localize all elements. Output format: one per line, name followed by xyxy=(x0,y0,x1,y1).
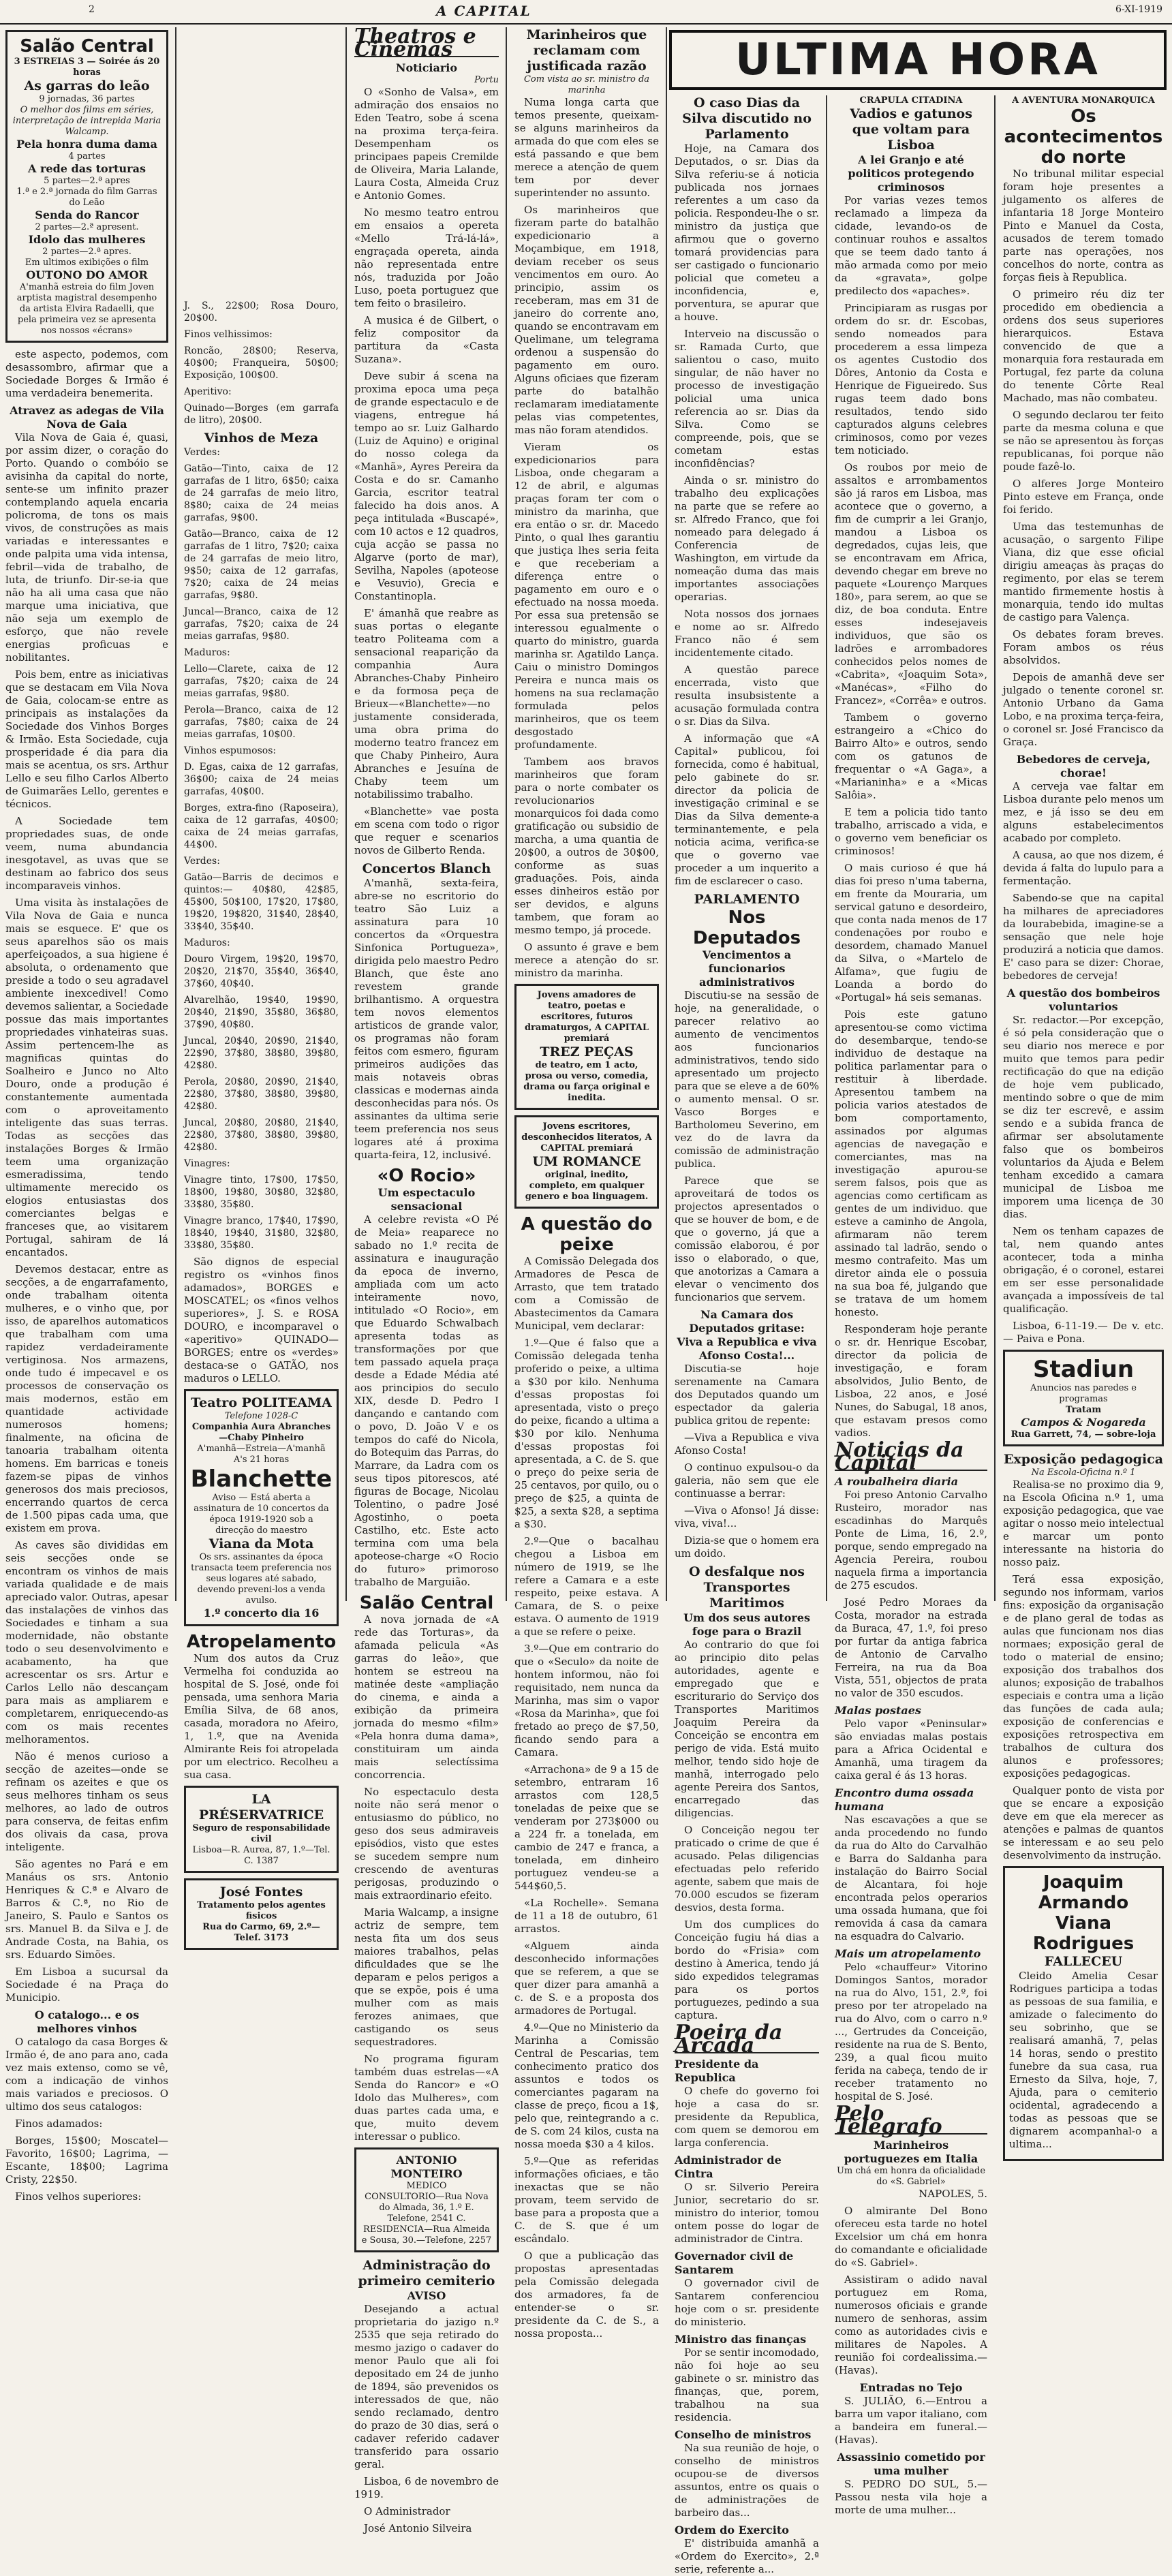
ad-text: Tratam xyxy=(1065,1405,1102,1415)
paragraph: Na sua reunião de hoje, o conselho de ministros ocupou-se de diversos assuntos, entre os quais o de administrações de barbeiro das... xyxy=(675,2442,819,2519)
ad-sub: Seguro de responsabilidade civil xyxy=(192,1823,330,1844)
paragraph: Finos velhos superiores: xyxy=(15,2190,142,2203)
price-list xyxy=(184,446,339,1252)
article-headline: Entradas no Tejo xyxy=(859,2381,963,2394)
article-subheadline: Um chá em honra da oficialidade do «S. Gabriel» xyxy=(836,2166,986,2187)
article-headline: Salão Central xyxy=(359,1593,494,1613)
ad-addr: CONSULTORIO—Rua Nova do Almada, 36, 1.º E. Telefone, 2541 C. RESIDENCIA—Rua Almeida e Sousa, 30.—Telefone, 2257 xyxy=(361,2192,492,2246)
paragraph: Sabendo-se que na capital ha milhares de apreciadores da lourabebida, imagine-se a sensação que nele hoje produzirá a noticia que damos. E' caso para se dizer: Chorae, bebedores de cerveja! xyxy=(1003,892,1164,982)
paragraph: Os marinheiros que fizeram parte do batalhão expedicionario a Moçambique, em 1918, deviam receber os seus vencimentos em ouro. Ao principio, assim os receberam, mas em 31 de janeiro do corrente ano, quando se encontravam em Quelimane, um telegrama ordenou a suspensão do pagamento em ouro. Alguns oficiaes que fizeram parte do batalhão reclamaram imediatamente pelas vias competentes, mas não foram atendidos. xyxy=(514,204,659,436)
ad-film-sub: 9 jornadas, 36 partes xyxy=(39,94,135,104)
article-subheadline: Na Escola-Oficina n.º 1 xyxy=(1031,1468,1136,1478)
politeama-ad xyxy=(184,1389,339,1626)
section-banner: Pelo Telegrafo xyxy=(835,2107,987,2135)
paragraph: Lisboa, 6-11-19.— De v. etc.— Paiva e Pona. xyxy=(1003,1320,1164,1345)
article-headline: Vadios e gatunos que voltam para Lisboa xyxy=(850,106,972,153)
paragraph: «Blanchette» vae posta em scena com todo o rigor que requer e scenarios novos de Gilberto Renda. xyxy=(354,805,499,856)
column-rule xyxy=(175,27,176,1601)
paragraph: 2.º—Que o bacalhau chegou a Lisboa em número de 1919, se lhe refere a Camara e a este respeito, peixe estava. A Camara, de S. o peixe estava. O aumento de 1919 a que se refere o peixe. xyxy=(514,1535,659,1638)
paragraph: Borges, 15$00; Moscatel—Favorito, 16$00; Lagrima, — Escante, 18$00; Lagrima Cristy, 22$50. xyxy=(5,2135,168,2186)
price-line: Perola, 20$80, 20$90, 21$40, 22$80, 37$80, 38$80, 39$80, 42$80. xyxy=(184,1076,339,1112)
paragraph: —Viva a Republica e viva Afonso Costa! xyxy=(675,1431,819,1457)
ad-line: 3 ESTREIAS 3 — Soirée ás 20 horas xyxy=(14,57,160,78)
column-7 xyxy=(998,95,1169,2150)
column-rule xyxy=(994,95,996,1601)
paragraph: E' ámanhã que reabre as suas portas o elegante teatro Politeama com a sensacional reaparição da companhia Aura Abranches-Chaby Pinheiro e da formosa peça de Brieux—«Blanchette»—no justamente considerada, uma obra prima do moderno teatro francez em que Chaby Pinheiro, Aura Abranches e Jesuína de Chaby teem um notabilissimo trabalho. xyxy=(354,607,499,801)
article-headline: O desfalque nos Transportes Maritimos xyxy=(689,1564,805,1611)
ad-names: Campos & Nogareda xyxy=(1021,1416,1146,1429)
ad-film: Idolo das mulheres xyxy=(28,233,146,246)
article-headline: Atravez as adegas de Vila Nova de Gaia xyxy=(10,404,164,431)
article-headline: A questão dos bombeiros voluntarios xyxy=(1006,987,1160,1013)
paragraph: Desejando a actual proprietaria do jazigo n.º 2535 que seja retirado do mesmo jazigo o cadaver do menor Paulo que ali foi depositado em 24 de junho de 1894, são prevenidos os interessados de que, não sendo reclamado, dentro do prazo de 30 dias, será o cadaver referido cadaver transferido para ossario geral. xyxy=(354,2303,499,2470)
paragraph: Pois este gatuno apresentou-se como victima do desembarque, tendo-se individuo de destaque na politica parlamentar para o restituir à liberdade. Apresentou tambem na policia varios atestados de bom comportamento, assinados por algumas agencias de navegação e comerciantes, mas na investigação apurou-se serem falsos, pois que as agencias como certificam as gentes de um individuo. que esteve a caminho de Angola, afirmaram não terem assinado tal ladrão, sendo o mesmo contrafeito. Mas um diretor ainda ele o possuia na sua boa fé, julgando que se tratava de um homem honesto. xyxy=(835,1008,987,1318)
paragraph: S. PEDRO DO SUL, 5.—Passou nesta vila hoje a morte de uma mulher... xyxy=(835,2478,987,2516)
section-heading: Mais um atropelamento xyxy=(835,1947,981,1960)
article-subheadline: AVISO xyxy=(407,2289,446,2302)
paragraph: A cerveja vae faltar em Lisboa durante pelo menos um mez, e já isso se deu em alguns estabelecimentos acabado por completo. xyxy=(1003,780,1164,844)
ad-phone: Telefone 1028-C xyxy=(224,1411,298,1421)
ad-title: LA PRÉSERVATRICE xyxy=(198,1792,324,1822)
paragraph: A Sociedade tem propriedades suas, de onde veem, numa abundancia inesgotavel, as uvas que se destinam ao fabrico dos seus incomparaveis vinhos. xyxy=(5,815,168,892)
paragraph: O mais curioso é que há dias foi preso n'uma taberna, em frente da Mouraria, um servical gatuno e desordeiro, que conta nada menos de 17 condenações por roubo e desordem, chamado Manuel da Silva, o «Martelo de Alfama», que fugiu de Loanda a bordo do «Portugal» há seis semanas. xyxy=(835,862,987,1004)
price-line: D. Egas, caixa de 12 garrafas, 36$00; caixa de 24 meias garrafas, 40$00. xyxy=(184,762,339,797)
paragraph: O chefe do governo foi hoje a casa do sr. presidente da Republica, com quem se demorou em larga conferencia. xyxy=(675,2085,819,2149)
ultima-hora-banner xyxy=(669,27,1167,97)
fontes-ad xyxy=(184,1878,339,1950)
price-line: Juncal, 20$40, 20$90, 21$40, 22$90, 37$80, 38$80, 39$80, 42$80. xyxy=(184,1036,339,1071)
paragraph: Nem os tenham capazes de tal, nem quando antes acontecer, toda a minha obrigação, é o coronel, estarei em ser esse personalidade avançada a impossíveis de tal qualificação. xyxy=(1003,1225,1164,1315)
price-line: Verdes: xyxy=(184,447,220,458)
paragraph: O alferes Jorge Monteiro Pinto esteve em França, onde foi ferido. xyxy=(1003,478,1164,516)
dateline: NAPOLES, 5. xyxy=(919,2188,987,2200)
price-line: Vinagre tinto, 17$00, 17$50, 18$00, 19$80, 30$80, 32$80, 33$80, 35$80. xyxy=(184,1175,339,1210)
paragraph: Pelo «chauffeur» Vitorino Domingos Santos, morador na rua do Alvo, 151, 2.º, foi preso por ter atropelado na rua do Alvo, com o carro n.º ..., Gertrudes da Conceição, residente na rua de S. Bento, 239, a qual ficou muito ferida na cabeça, tendo de ir receber tratamento no hospital de S. José. xyxy=(835,1961,987,2102)
paragraph: No espectaculo desta noite não será menor o entusiasmo do público, no geso dos seus admiraveis episódios, visto que estes se sucedem sempre num crescendo de aventuras perigosas, produzindo o mais extraordinario efeito. xyxy=(354,1786,499,1902)
ad-sub: Tratamento pelos agentes fisicos xyxy=(197,1900,326,1921)
article-headline: Marinheiros portuguezes em Italia xyxy=(844,2139,978,2165)
paragraph: Terá essa exposição, segundo nos informam, varios fins: exposição da organisação e de plano geral de todas as aulas que funcionam nos dias normaes; exposição geral de todo o material de ensino; exposição dos trabalhos dos alunos; exposição de trabalhos especiais e contra uma a lição das funções de cada aula; exposição de conferencias e exposições retrospectiva em trabalhos de cultura dos alunos e professores; exposições pedagogicas. xyxy=(1003,1573,1164,1780)
byline: Portu xyxy=(474,75,499,85)
paragraph: Não é menos curioso a secção de azeites—onde se refinam os azeites e que os seus melhores tinham os seus melhores, ao lado de outros para conserva, de feitas enfim dos olivais da casa, prova inteligente. xyxy=(5,1750,168,1853)
paragraph: A musica é de Gilbert, o feliz compositor da partitura da «Casta Suzana». xyxy=(354,314,499,365)
ad-film-sub: 5 partes—2.ª apres xyxy=(44,176,130,186)
article-headline: O catalogo... e os melhores vinhos xyxy=(34,2008,140,2035)
ad-note: Em ultimos exibições o film xyxy=(25,258,149,268)
paragraph: Em Lisboa a sucursal da Sociedade é na Praça do Municipio. xyxy=(5,1966,168,2004)
ad-company: Companhia Aura Abranches—Chaby Pinheiro xyxy=(191,1422,331,1443)
section-banner: Theatros e Cinemas xyxy=(354,30,499,57)
paragraph: 1.º—Que é falso que a Comissão delegada tenha proferido o peixe, a ultima a $30 por kilo. Nenhuma d'essas propostas foi apresentada, visto o preço do peixe, ficando a ultima a $30 por kilo. Nenhuma d'essas propostas foi apresentada, a C. de S. que o preço do peixe seria de 25 centavos, por quilo, ou o preço de $25, a quinta de $25, a sexta $28, a septima a $30. xyxy=(514,1337,659,1530)
paragraph: O governador civil de Santarem conferenciou hoje com o sr. presidente do ministerio. xyxy=(675,2277,819,2328)
paragraph: Tambem aos bravos marinheiros que foram para o norte combater os revolucionarios monarquicos foi dada como gratificação ou subsidio de marcha, a uma quantia de 20$00, a outros de 30$00, conforme as suas graduações. Pois, ainda esses dinheiros estão por ser devidos, e alguns tambem, que foram ao mesmo tempo, já procede. xyxy=(514,756,659,936)
paragraph: O assunto é grave e bem merece a atenção do sr. ministro da marinha. xyxy=(514,941,659,979)
paragraph: Uma das testemunhas de acusação, o sargento Filipe Viana, diz que esse oficial dirigiu ameaças às praças do regimento, por elas se terem mantido firmemente hostis à monarquia, tendo ido multas de castigo para Valença. xyxy=(1003,521,1164,623)
paragraph: Ainda o sr. ministro do trabalho deu explicações na parte que se refere ao sr. Alfredo Franco, que foi nomeado para delegado á Conferencia de Washington, em virtude da nomeação duma das mais importantes associações operarias. xyxy=(675,474,819,603)
article-subheadline: A lei Granjo e até politicos protegendo criminosos xyxy=(848,153,974,193)
price-line: J. S., 22$00; Rosa Douro, 20$00. xyxy=(184,300,339,324)
ad-addr: Lisboa—R. Aurea, 87, 1.º—Tel. C. 1387 xyxy=(192,1845,330,1866)
column-5 xyxy=(669,95,824,2575)
paragraph: «La Rochelle». Semana de 11 a 18 de outubro, 61 arrastos. xyxy=(514,1897,659,1935)
ad-note: 1.ª e 2.ª jornada do film Garras do Leão xyxy=(16,187,157,208)
paragraph: O Administrador xyxy=(364,2505,450,2517)
ad-text: Aviso — Está aberta a assinatura de 10 concertos da época 1919-1920 sob a direcção do maestro xyxy=(194,1493,329,1536)
price-line: Juncal—Branco, caixa de 12 garrafas, 7$20; caixa de 24 meias garrafas, 9$80. xyxy=(184,606,339,642)
paragraph: José Pedro Moraes da Costa, morador na estrada da Buraca, 47, 1.º, foi preso por furtar da antiga fabrica de Antonio de Carvalho Ferreira, na rua da Boa Vista, 551, objectos de prata no valor de 350 escudos. xyxy=(835,1596,987,1699)
paragraph: No mesmo teatro entrou em ensaios a opereta «Mello Trá-lá-lá», engraçada opereta, ainda não representada entre nós, traduzida por João Luso, poeta portuguez que tem feito o brasileiro. xyxy=(354,206,499,309)
paragraph: Parece que se aproveitará de todos os projectos apresentados o que se houver de bom, e de que o governo, já que a comissão elaborou, é por isso o elaborado, o que, que anotorizas a Camara a elevar o vencimento dos funcionarios que servem. xyxy=(675,1175,819,1303)
section-heading: Presidente da Republica xyxy=(675,2058,759,2084)
paragraph: Devemos destacar, entre as secções, a de engarrafamento, onde trabalham oitenta mulheres, e o vinho que, por isso, de aparelhos automaticos que trabalham com uma rapidez verdadeiramente vertiginosa. Nos armazens, onde tudo é impecavel e os processos de conservação os mais modernos, estão em quantidade actividade numerosos homens; finalmente, na oficina de tanoaria trabalham oitenta homens. Em barricas e toneis fazem-se pipas de vinhos generosos dos mais preciosos, encerrando quartos de cerca de 1.500 pipas cada uma, que existem em prova. xyxy=(5,1263,168,1534)
article-headline: O caso Dias da Silva discutido no Parlamento xyxy=(682,95,812,142)
ad-film: Senda do Rancor xyxy=(35,208,139,221)
price-line: Lello—Clarete, caixa de 12 garrafas, 7$20; caixa de 24 meias garrafas, 9$80. xyxy=(184,664,339,699)
spacer xyxy=(184,27,339,300)
article-headline: Concertos Blanch xyxy=(362,861,491,876)
paragraph: Finos adamados: xyxy=(15,2117,103,2130)
price-line: Quinado—Borges (em garrafa de litro), 20$00. xyxy=(184,403,339,426)
paragraph: A questão parece encerrada, visto que resulta insubsistente a acusação formulada contra o sr. Dias da Silva. xyxy=(675,664,819,728)
ad-title: José Fontes xyxy=(219,1884,303,1899)
price-line: Gatão—Tinto, caixa de 12 garrafas de 1 litro, 6$50; caixa de 24 garrafas de meio litro, 8$80; caixa de 24 meias garrafas, 9$00. xyxy=(184,463,339,523)
stadium-ad xyxy=(1003,1350,1164,1446)
paragraph: A causa, ao que nos dizem, é devida á falta do lupulo para a fermentação. xyxy=(1003,849,1164,887)
paragraph: —Viva o Afonso! Já disse: viva, viva!... xyxy=(675,1504,819,1530)
column-rule xyxy=(826,95,827,1601)
paragraph: Cleido Amelia Cesar Rodrigues participa a todas as pessoas de sua familia, e amizade o falecimento do seu sobrinho, que se realisará amanhã, 7, pelas 14 horas, sendo o prestito funebre da sua casa, rua Ernesto da Silva, hoje, 7, Ajuda, para o cemiterio ocidental, agradecendo a todas as pessoas que se dignarem acompanhal-o a ultima... xyxy=(1009,1970,1158,2150)
paragraph: Lisboa, 6 de novembro de 1919. xyxy=(354,2475,499,2500)
paragraph: O sr. Silverio Pereira Junior, secretario do sr. ministro do interior, tomou ontem posse do logar de administrador de Cintra. xyxy=(675,2181,819,2245)
obituary-box xyxy=(1003,1866,1164,2161)
paragraph: São dignos de especial registro os «vinhos finos adamados», BORGES e MOSCATEL; os «finos velhos superiores», J. S. e ROSA DOURO, e incomparavel o «aperitivo» QUINADO—BORGES; entre os «verdes» destaca-se o GATÃO, nos maduros o LELLO. xyxy=(184,1256,339,1384)
paragraph: Num dos autos da Cruz Vermelha foi conduzida ao hospital de S. José, onde foi pensada, uma senhora Maria Emília Silva, de 68 anos, casada, moradora no Afeiro, 1, 1.º, que na Avenida Almirante Reis foi atropelada por um electrico. Recolheu a sua casa. xyxy=(184,1652,339,1781)
section-banner: Noticias da Capital xyxy=(835,1444,987,1471)
obituary-name: Joaquim Armando Viana Rodrigues xyxy=(1032,1872,1135,1954)
paragraph: O catalogo da casa Borges & Irmão é, de ano para ano, cada vez mais extenso, como se vê, com a indicação de vinhos mais variados e preciosos. O ultimo dos seus catalogos: xyxy=(5,2036,168,2113)
contest-ad-plays xyxy=(514,984,659,1110)
paragraph: Deve subir á scena na proxima epoca uma peça de grande espectaculo e de viagens, entregue há tempo ao sr. Luiz Galhardo (Luiz de Aquino) e original do nosso colega da «Manhã», Ayres Pereira da Costa e do sr. Camanho Garcia, escritor teatral falecido ha dois anos. A peça intitulada «Buscapé», com 10 actos e 12 quadros, cuja acção se passa no Algarve (porto de mar), Sevilha, Napoles (apoteose e Vesuvio), Grecia e Constantinopla. xyxy=(354,370,499,602)
ad-text: Os srs. assinantes da época transacta teem preferencia nos seus logares até sabado, devendo preveni-los a venda avulso. xyxy=(191,1552,332,1606)
paragraph: Ao contrario do que foi ao principio dito pelas autoridades, agente e empregado que e escriturario do Serviço dos Transportes Maritimos Joaquim Pereira da Conceição se encontra em perigo de vida. Está muito melhor, tendo sido hoje de manhã, interrogado pelo agente Pereira dos Santos, encarregado das diligencias. xyxy=(675,1639,819,1819)
section-banner: Poeira da Arcada xyxy=(675,2026,819,2053)
section-heading: A AVENTURA MONARQUICA xyxy=(1012,95,1155,106)
ad-sub: de teatro, em 1 acto, prosa ou verso, comedia, drama ou farça original e inedita. xyxy=(523,1060,650,1103)
banner-title: ULTIMA HORA xyxy=(669,30,1167,90)
section-heading: PARLAMENTO xyxy=(694,892,800,907)
paragraph: Vieram os expedicionarios para Lisboa, onde chegaram a 12 de abril, e algumas praças foram ter com o ministro da marinha, que era então o sr. dr. Macedo Pinto, o qual lhes garantiu que justiça lhes seria feita e que receberiam a diferença entre o pagamento em ouro e o efectuado na nossa moeda. Por essa sua pretensão se interessou egualmente o quarto do ministro, guarda marinha sr. Agatildo Lança. Caiu o ministro Domingos Pereira e nunca mais os homens na sua reclamação formulada pelos marinheiros, que os teem desgostado profundamente. xyxy=(514,441,659,751)
paragraph: A'manhã, sexta-feira, abre-se no escritorio do teatro São Luiz a assinatura para 10 concertos da «Orquestra Sinfonica Portugueza», dirigida pelo maestro Pedro Blanch, que êste ano revestem grande brilhantismo. A orquestra tem novos elementos artisticos de grande valor, os programas não foram feitos com esmero, figuram primeiros audições das mais notaveis obras classicas e modernas ainda desconhecidas para nós. Os assinantes da ultima serie teem preferencia nos seus logares até á proxima quarta-feira, 12, inclusivé. xyxy=(354,877,499,1161)
paragraph: Assistiram o adido naval portuguez em Roma, numerosos oficiais e grande numero de senhoras, assim como as autoridades civis e militares de Napoles. A reunião foi cordealissima.—(Havas). xyxy=(835,2274,987,2376)
article-headline: A questão do peixe xyxy=(521,1214,653,1255)
ad-film-sub: 2 partes—2.ª apresent. xyxy=(35,222,139,232)
ad-film: OUTONO DO AMOR xyxy=(26,268,148,281)
column-rule xyxy=(506,27,507,1601)
masthead: A CAPITAL xyxy=(436,3,531,19)
paragraph: Uma visita às instalações de Vila Nova de Gaia e nunca mais se esquece. E' que os seus aparelhos são os mais aperfeiçoados, a sua higiene é absoluta, o ordenamento que preside a todo o seu agradavel ambiente inexcedivel! Como devemos salientar, a Sociedade possue das mais importantes propriedades vinhateiras suas. Assim pertencem-lhe as magnificas quintas do Soalheiro e Junco no Alto Douro, onde a produção é constantemente aumentada com o aproveitamento inteligente das suas terras. Todas as secções das instalações Borges & Irmão teem uma organização esmeradissima, tendo ultimamente merecido os elogios entusiastas dos comerciantes belgas e franceses que, ao visitarem Portugal, sahiram de lá encantados. xyxy=(5,897,168,1258)
article-headline: Marinheiros que reclamam com justificada razão xyxy=(526,27,647,74)
paragraph: «Alguem ainda desconhecido informações que se referem, a que se quer dizer para amanhã a c. de S. e a proposta dos armadores de Portugal. xyxy=(514,1940,659,2017)
section-heading: Malas postaes xyxy=(835,1704,921,1717)
price-line: Roncão, 28$00; Reserva, 40$00; Franqueira, 50$00; Exposição, 100$00. xyxy=(184,345,339,381)
paragraph: 5.º—Que as referidas informações oficiaes, e tão inexactas que se não provam, teem servido de base para a proposta que a C. de S. que é um escândalo. xyxy=(514,2155,659,2245)
paragraph: No programa figuram também duas estrelas—«A Senda do Rancor» e «O Idolo das Mulheres», com duas partes cada uma, e que, muito devem interessar o publico. xyxy=(354,2053,499,2143)
ad-title: TREZ PEÇAS xyxy=(540,1044,634,1059)
column-1 xyxy=(0,27,174,2203)
price-line: Borges, extra-fino (Raposeira), caixa de 12 garrafas, 40$00; caixa de 24 meias garrafas, 44$00. xyxy=(184,803,339,850)
price-line: Perola—Branco, caixa de 12 garrafas, 7$80; caixa de 24 meias garrafas, 10$00. xyxy=(184,704,339,740)
paragraph: S. JULIÃO, 6.—Entrou a barra um vapor italiano, com a bandeira em funeral.—(Havas). xyxy=(835,2395,987,2446)
price-line: Finos velhissimos: xyxy=(184,329,273,340)
ad-title: Stadiun xyxy=(1032,1356,1135,1383)
paragraph: 4.º—Que no Ministerio da Marinha a Comissão Central de Pescarias, tem conhecimento pratico dos assuntos e todos os comerciantes pagaram na classe de preço, ficou a 1$, pelo que, reintegrando a c. de S. com 24 kilos, custa na nossa moeda $30 a 4 kilos. xyxy=(514,2021,659,2150)
paragraph: Realisa-se no proximo dia 9, na Escola Oficina n.º 1, uma exposição pedagogica, que vae agitar o nosso meio intelectual e marcar um ponto interessante na historia do nosso paiz. xyxy=(1003,1478,1164,1568)
ad-play: Blanchette xyxy=(190,1465,333,1493)
ad-film-desc: O melhor dos films em séries, interpretação de intrepida Maria Walcamp. xyxy=(12,105,161,137)
section-heading: Noticiario xyxy=(395,61,458,74)
paragraph: Nota nossos dos jornaes e nome ao sr. Alfredo Franco não é sem incidentemente citado. xyxy=(675,608,819,659)
paragraph: O que a publicação das propostas apresentadas pela Comissão delegada dos armadores, fa de entender-se o sr. presidente da C. de S., a nossa proposta... xyxy=(514,2250,659,2340)
article-subheadline: Um espectaculo sensacional xyxy=(377,1186,476,1213)
paragraph: Nas escavações a que se anda procedendo no fundo da rua do Alto do Carvalhão e Barra do Saldanha para instalação do Bairro Social de Alcantara, foi hoje encontrada pelos operarios uma ossada humana, que foi removida á casa da camara na esquadra do Calvario. xyxy=(835,1814,987,1942)
price-line: Juncal, 20$80, 20$80, 21$40, 22$80, 37$80, 38$80, 39$80, 42$80. xyxy=(184,1117,339,1153)
ad-role: MEDICO xyxy=(406,2181,447,2191)
paragraph: São agentes no Pará e em Manáus os srs. Antonio Henriques & C.ª e Alvaro de Barros & C.ª, no Rio de Janeiro, S. Paulo e Santos os srs. Manuel B. da Silva e J. de Andrade Costa, na Bahia, os srs. Eduardo Simões. xyxy=(5,1858,168,1961)
article-headline: Assassinio cometido por uma mulher xyxy=(837,2451,985,2477)
column-2 xyxy=(179,27,344,1943)
column-4 xyxy=(509,27,664,2340)
paragraph: Um dos cumplices do Conceição fugiu há dias a bordo do «Frisia» com destino à America, tendo já sido expedidos telegramas para os portos portuguezes, pedindo a sua captura. xyxy=(675,1919,819,2021)
price-line: Gatão—Branco, caixa de 12 garrafas de 1 litro, 7$20; caixa de 24 garrafas de meio litro, 9$50; caixa de 12 garrafas, 7$20; caixa de 24 meias garrafas, 9$80. xyxy=(184,529,339,601)
ad-sub: original, inedito, completo, em qualquer genero e boa linguagem. xyxy=(525,1170,649,1202)
paragraph: Pois bem, entre as iniciativas que se destacam em Vila Nova de Gaia, colocam-se entre as principais as instalações da Sociedade dos Vinhos Borges & Irmão. Esta Sociedade, cuja prosperidade é dia para dia mais se acentua, os srs. Arthur Lello e seu filho Carlos Alberto de Guimarães Lello, gerentes e técnicos. xyxy=(5,668,168,810)
paragraph: Pelo vapor «Peninsular» são enviadas malas postais para a Africa Ocidental e Amanhã, uma tiragem da caixa geral é ás 13 horas. xyxy=(835,1718,987,1782)
paragraph: Vila Nova de Gaia é, quasi, por assim dizer, o coração do Porto. Quando o combóio se avisinha da capital do norte, sente-se um infinito prazer contemplando aquela encaria policroma, de tons os mais vivos, de construções as mais variadas e interessantes e onde palpita uma vida intensa, febril—vida de trabalho, de luta, de triunfo. Dir-se-ia que não ha ali uma casa que não marque uma iniciativa, que não seja um exemplo de esforço, que não revele energias proficuas e nobilitantes. xyxy=(5,431,168,664)
article-headline: Bebedores de cerveja, chorae! xyxy=(1016,753,1151,779)
paragraph: Qualquer ponto de vista por que se encare a exposição deve em que ela merecer as atenções e palmas de quantos se interessam e ao seu pelo desenvolvimento da instrução. xyxy=(1003,1784,1164,1861)
paragraph: Discutiu-se na sessão de hoje, na generalidade, o parecer relativo ao aumento de vencimentos aos funcionarios administrativos, tendo sido apresentado um projecto para que se eleve a de 60% o aumento mensal. O sr. Vasco Borges e Bartholomeu Severino, em vez do de lavra da comissão de administração publica. xyxy=(675,989,819,1170)
article-headline: Atropelamento xyxy=(186,1632,337,1652)
paragraph: Os debates foram breves. Foram ambos os réus absolvidos. xyxy=(1003,628,1164,666)
section-heading: Conselho de ministros xyxy=(675,2428,812,2441)
paragraph: Foi preso Antonio Carvalho Rusteiro, morador nas escadinhas do Marquês Ponte de Lima, 16, 2.º, porque, sendo empregado na Agencia Pereira, roubou naquela firma a importancia de 275 escudos. xyxy=(835,1489,987,1592)
paragraph: E tem a policia tido tanto trabalho, arriscado a vida, e o governo vem beneficiar os criminosos! xyxy=(835,806,987,857)
ad-addr: Rua do Carmo, 69, 2.º—Telef. 3173 xyxy=(202,1922,320,1943)
price-line: Alvarelhão, 19$40, 19$90, 20$40, 21$90, 35$80, 36$80, 37$90, 40$80. xyxy=(184,995,339,1030)
paragraph: Por varias vezes temos reclamado a limpeza da cidade, levando-os de continuar rouhos e assaltos que se teem dado tanto á mão armada como por meio da «gravata», golpe predilecto dos «apaches». xyxy=(835,194,987,297)
ad-when: A'manhã—Estreia—A'manhã xyxy=(197,1444,326,1454)
article-headline: Nos Deputados xyxy=(692,907,801,948)
section-heading: A roubalheira diaria xyxy=(835,1475,959,1488)
section-heading: Vinhos de Meza xyxy=(204,431,319,446)
price-line: Verdes: xyxy=(184,856,220,867)
price-line: Douro Virgem, 19$20, 19$70, 20$20, 21$70, 35$40, 36$40, 37$60, 40$40. xyxy=(184,954,339,989)
paragraph: As caves são divididas em seis secções onde se encontram os vinhos de mais variada qualidade e de mais apreciado valor. Outras, apesar das instalações de vinhos das Sociedades e tinham a sua modernidade, não obstante todo o seu desenvolvimento e acabamento, ha que acrescentar os srs. Artur e Carlos Lello não descançam para mais as ampliarem e completarem, enriquecendo-as com os mais recentes melhoramentos. xyxy=(5,1539,169,1745)
paragraph: este aspecto, podemos, com desassombro, afirmar que a Sociedade Borges & Irmão é uma verdadeira benemerita. xyxy=(5,348,168,399)
page-date: 6-XI-1919 xyxy=(1115,4,1162,15)
ad-title: Teatro POLITEAMA xyxy=(191,1395,332,1410)
article-subheadline: Vencimentos a funcionarios administrativos xyxy=(699,948,795,989)
paragraph: Discutia-se hoje serenamente na Camara dos Deputados quando um espectador da galeria publica gritou de repente: xyxy=(675,1363,819,1427)
article-headline: Administração do primeiro cemiterio xyxy=(358,2258,495,2288)
paragraph: A informação que «A Capital» publicou, foi fornecida, como é habitual, pelo gabinete do sr. director da policia de investigação criminal e se Dias da Silva demente-a terminantemente, e pela noticia acima, verifica-se que o governo vae proceder a um inquerito a fim de esclarecer o caso. xyxy=(675,732,819,887)
ad-maestro: Viana da Mota xyxy=(209,1536,314,1551)
section-heading: Administrador de Cintra xyxy=(675,2154,782,2180)
paragraph: Tambem o governo estrangeiro a «Chico do Bairro Alto» e outros, sendo com os gatunos de frequentar o «A Gaga», a «Marianinha» e a «Micas Salôia». xyxy=(835,711,987,801)
ad-sub: Anuncios nas paredes e programas xyxy=(1030,1383,1137,1404)
ad-text: Jovens escritores, desconhecidos literatos, A CAPITAL premiará xyxy=(521,1121,652,1153)
price-line: Vinhos espumosos: xyxy=(184,745,277,756)
paragraph: E' distribuida amanhã a «Ordem do Exercito», 2.ª serie, referente a... xyxy=(675,2537,819,2575)
section-heading: Ordem do Exercito xyxy=(675,2524,789,2536)
paragraph: O continuo expulsou-o da galeria, não sem que ele continuasse a berrar: xyxy=(675,1461,819,1500)
paragraph: José Antonio Silveira xyxy=(364,2522,472,2534)
salao-central-ad xyxy=(5,30,168,343)
paragraph: No tribunal militar especial foram hoje presentes a julgamento os alferes de infantaria 18 Jorge Monteiro Pinto e Manuel da Costa, acusados de terem tomado parte nas operações, nos concelhos do norte, contra as forças fieis à Republica. xyxy=(1003,168,1164,283)
paragraph: O almirante Del Bono ofereceu esta tarde no hotel Excelsior um chá em honra do comandante e oficialidade do «S. Gabriel». xyxy=(835,2205,987,2269)
ad-film-desc: A'manhã estreia do film Joven arptista magistral desempenho da artista Elvira Radaelli, que pela primeira vez se apresenta nos nossos «écrans» xyxy=(16,282,157,336)
paragraph: A nova jornada de «A rede das Torturas», da afamada pelicula «As garras do leão», que hontem se estreou na matinée deste «ampliação do cinema, e ainda a exibição da primeira jornada do mesmo «film» «Pela honra duma dama», constituiram um ainda mais selectíssima concorrencia. xyxy=(354,1613,499,1781)
ad-film: Pela honra duma dama xyxy=(16,138,157,151)
article-subheadline: Com vista ao sr. ministro da marinha xyxy=(523,74,650,95)
section-heading: Encontro duma ossada humana xyxy=(835,1786,974,1813)
column-rule xyxy=(666,27,667,1601)
price-line: Maduros: xyxy=(184,647,230,658)
paragraph: O segundo declarou ter feito parte da mesma coluna e que se não se apresentou às forças republicanas, foi porque não poude fazê-lo. xyxy=(1003,409,1164,473)
paragraph: Interveio na discussão o sr. Ramada Curto, que salientou o caso, muito singular, de não haver no processo de investigação policial uma unica referencia ao sr. Dias da Silva. Como se compreende, pois, que se cometam estas inconfidências? xyxy=(675,328,819,469)
preservatrice-ad xyxy=(184,1786,339,1873)
ad-title: UM ROMANCE xyxy=(532,1154,641,1169)
paragraph: Principiaram as rusgas por ordem do sr. dr. Escobas, sendo nomeados para procederem a essa limpeza os agentes Custodio dos Dôres, Antonio da Costa e Henrique de Figueiredo. Sus rugas teem dado bons resultados, tendo sido capturados alguns celebres criminosos, como por vezes tem noticiado. xyxy=(835,302,987,456)
ad-title: Salão Central xyxy=(20,36,154,57)
column-6 xyxy=(829,95,993,2516)
ad-film: A rede das torturas xyxy=(28,162,146,175)
paragraph: Os roubos por meio de assaltos e arrombamentos são já raros em Lisboa, mas acontece que o governo, a fim de cumprir a lei Granjo, mandou a Lisboa os degredados, cujas leis, que se encontravam em Africa, devendo chegar em breve no paquete «Lourenço Marques 180», para serem, ao que se diz, de boa conduta. Entre esses indesejaveis individuos, que são os ladrões e arrombadores conhecidos pelos nomes de «Cabrita», «Joaquim Sota», «Manécas», «Filho do Francez», «Corrêa» e outros. xyxy=(835,461,987,707)
obituary-heading: FALLECEU xyxy=(1044,1954,1123,1969)
price-line: Vinagres: xyxy=(184,1158,230,1169)
paragraph: Maria Walcamp, a insigne actriz de sempre, tem nesta fita um dos seus maiores trabalhos, pelas dificuldades que se lhe deparam e pelos perigos a que se expõe, pois é uma mulher com as mais ferozes animaes, que castigando os seus sequestradores. xyxy=(354,1906,499,2048)
ad-film-sub: 4 partes xyxy=(68,151,106,161)
paragraph: «Arrachona» de 9 a 15 de setembro, entraram 16 arrastos com 128,5 toneladas de peixe que se venderam por 273$000 ou a 224 fr. a tonelada, em cambio de 247 e franca, a tonelada, em dinheiro portuguez vendeu-se a 544$60,5. xyxy=(514,1763,659,1892)
ad-addr: Rua Garrett, 74, — sobre-loja xyxy=(1011,1429,1156,1440)
price-line: Maduros: xyxy=(184,937,230,948)
paragraph: Por se sentir incomodado, não foi hoje ao seu gabinete o sr. ministro das finanças, que, porem, trabalhou na sua residencia. xyxy=(675,2346,819,2423)
page-number: 2 xyxy=(89,4,95,15)
paragraph: O «Sonho de Valsa», em admiração dos ensaios no Eden Teatro, sobe á scena na proxima terça-feira. Desempenham os principaes papeis Cremilde de Oliveira, Maria Lalande, Laura Costa, Almeida Cruz e Antonio Gomes. xyxy=(354,86,499,202)
paragraph: Depois de amanhã deve ser julgado o tenente coronel sr. Antonio Urbano da Gama Lobo, e na proxima terça-feira, o coronel sr. José Francisco da Graça. xyxy=(1003,671,1164,748)
page-header xyxy=(0,0,1172,25)
paragraph: O Conceição negou ter praticado o crime de que é acusado. Pelas diligencias efectuadas pelo referido agente, sabem que mais de 70.000 escudos se fizeram desvios, desta forma. xyxy=(675,1824,819,1914)
paragraph: Responderam hoje perante o sr. dr. Henrique Escobar, director da policia de investigação, e foram absolvidos, Julio Bento, de Lisboa, 22 anos, e José Nunes, do Sabugal, 18 anos, que estavam presos como vadios. xyxy=(835,1323,987,1439)
ad-title: ANTONIO MONTEIRO xyxy=(390,2154,463,2180)
ad-film: As garras do leão xyxy=(24,78,150,93)
article-subheadline: Um dos seus autores foge para o Brazil xyxy=(683,1611,810,1638)
article-headline: Exposição pedagogica xyxy=(1003,1452,1164,1467)
paragraph: A celebre revista «O Pé de Meia» reaparece no sabado no 1.º recita de assinatura e inauguração da epoca de inverno, ampliada com um acto inteiramente novo, intitulado «O Rocio», em que Eduardo Schwalbach apresenta todas as transformações por que tem passado aquela praça desde a Edade Média até aos principios do seculo XIX, desde D. Pedro I dançando e cantando com o povo, D. João V e os tempos do café do Nicola, do Botequim das Parras, do Marrare, da Ladra com os seus tipos pitorescos, até figuras de Bocage, Nicolau Tolentino, o padre José Agostinho, o poeta Castilho, etc. Este acto termina com uma bela apoteose-charge «O Rocio do futuro» primoroso trabalho de Marguião. xyxy=(354,1213,499,1588)
paragraph: Numa longa carta que temos presente, queixam-se alguns marinheiros da armada do que com eles se está passando e que bem merece a atenção de quem tem por dever superintender no assunto. xyxy=(514,96,659,199)
ad-film-sub: 2 partes—2.ª apres. xyxy=(42,247,132,257)
paragraph: Sr. redactor.—Por excepção, é só pela consideração que o seu diario nos merece e por muito que temos para pedir rectificação do que na edição de hoje vem publicado, mentindo sobre o que de mim se diz ter escrevê, e assim sendo e a subida franca de afirmar ser absolutamente falso que os bombeiros voluntarios da Ajuda e Belem tenham excedido a camara municipal de Lisboa me imporem uma licença de 30 dias. xyxy=(1003,1014,1164,1220)
paragraph: A Comissão Delegada dos Armadores de Pesca de Arrasto, que tem tratado com a Comissão de Abastecimentos da Camara Municipal, vem declarar: xyxy=(514,1255,659,1332)
section-heading: CRAPULA CITADINA xyxy=(859,95,963,106)
article-headline: Na Camara dos Deputados gritase: Viva a Republica e viva Afonso Costa!... xyxy=(677,1308,817,1362)
ad-time: A's 21 horas xyxy=(233,1455,290,1465)
section-heading: Ministro das finanças xyxy=(675,2333,807,2346)
monteiro-ad xyxy=(354,2147,499,2252)
price-line: Gatão—Barris de decimos e quintos:— 40$80, 42$85, 45$00, 50$100, 17$20, 17$80, 19$20, 19$820, 31$40, 28$40, 33$40, 35$40. xyxy=(184,872,339,932)
paragraph: 3.º—Que em contrario do que o «Seculo» da noite de hontem informou, não foi requisitado, nem nunca da Marinha, mas sim o vapor «Rosa da Marinha», que foi fretado ao preço de $7,50, ficando sendo para a Camara. xyxy=(514,1643,659,1758)
price-line: Vinagre branco, 17$40, 17$90, 18$40, 19$40, 31$80, 32$80, 33$80, 35$80. xyxy=(184,1215,339,1251)
ad-concert: 1.º concerto dia 16 xyxy=(203,1607,320,1619)
column-rule xyxy=(345,27,347,1601)
section-heading: Governador civil de Santarem xyxy=(675,2250,794,2276)
contest-ad-novel xyxy=(514,1115,659,1209)
paragraph: Hoje, na Camara dos Deputados, o sr. Dias da Silva referiu-se á noticia publicada nos jornaes referentes a um caso da policia. Respondeu-lhe o sr. ministro da justiça que afirmou que o governo tomará providencias para ser castigado o funcionario policial que cometeu a inconfidencia, e, porventura, se apurar que a houve. xyxy=(675,142,819,323)
paragraph: O primeiro réu diz ter procedido em obediencia a ordens dos seus superiores hierarquicos. Estava convencido de que a monarquia fora restaurada em Portugal, fez parte da coluna do tenente Côrte Real Machado, mas não combateu. xyxy=(1003,288,1164,404)
article-headline: Os acontecimentos do norte xyxy=(1004,106,1163,168)
price-line: Aperitivo: xyxy=(184,386,232,397)
ad-text: Jovens amadores de teatro, poetas e escritores, futuros dramaturgos, A CAPITAL premiará xyxy=(524,990,649,1044)
article-headline: «O Rocio» xyxy=(377,1166,476,1186)
paragraph: Dizia-se que o homem era um doido. xyxy=(675,1534,819,1559)
column-3 xyxy=(349,25,504,2534)
